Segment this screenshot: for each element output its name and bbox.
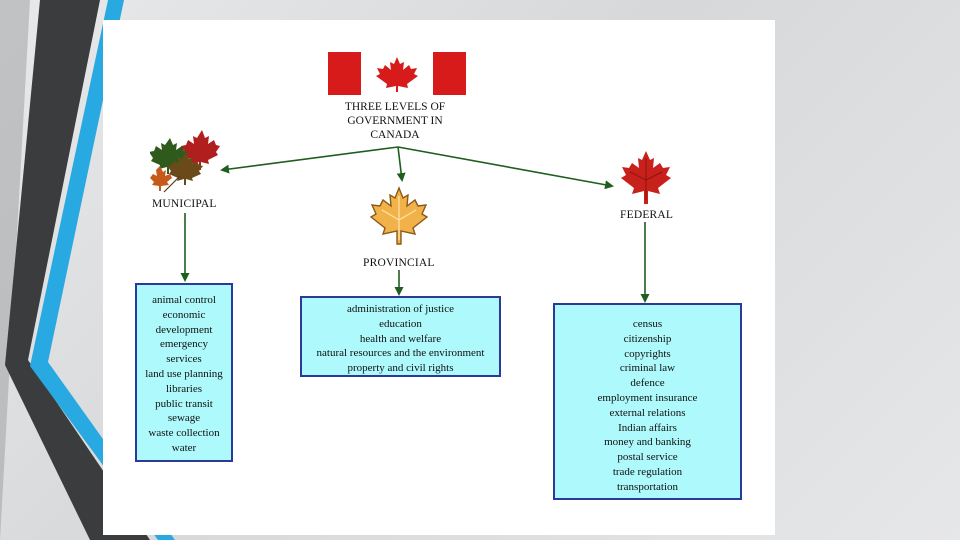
- flag-red-band-right: [433, 52, 466, 95]
- red-maple-leaf-icon: [618, 150, 674, 206]
- list-item: emergency: [159, 338, 209, 351]
- list-item: citizenship: [623, 332, 672, 345]
- list-item: animal control: [152, 294, 216, 306]
- provincial-responsibilities-box: [300, 296, 501, 377]
- municipal-responsibilities-box: [135, 283, 233, 462]
- title-line-2: GOVERNMENT IN: [347, 115, 443, 127]
- list-item: census: [632, 318, 663, 330]
- flag-red-band-left: [328, 52, 361, 95]
- list-item: Indian affairs: [618, 421, 677, 434]
- list-item: money and banking: [604, 436, 691, 449]
- list-item: services: [166, 353, 202, 366]
- federal-label: FEDERAL: [620, 209, 674, 221]
- gold-maple-leaf-icon: [368, 186, 430, 248]
- list-item: health and welfare: [359, 332, 442, 345]
- canada-flag-icon: [328, 52, 466, 95]
- list-item: copyrights: [624, 347, 671, 360]
- list-item: criminal law: [619, 362, 676, 375]
- list-item: postal service: [617, 451, 678, 464]
- list-item: trade regulation: [612, 465, 683, 478]
- federal-responsibilities-box: [553, 303, 742, 500]
- list-item: economic: [162, 308, 206, 321]
- arrow-to-municipal: [222, 147, 398, 170]
- list-item: natural resources and the environment: [316, 347, 485, 360]
- list-item: sewage: [167, 412, 201, 425]
- list-item: employment insurance: [597, 391, 698, 404]
- list-item: external relations: [609, 406, 686, 419]
- list-item: water: [171, 441, 197, 454]
- list-item: public transit: [155, 397, 213, 410]
- list-item: libraries: [165, 382, 203, 395]
- list-item: transportation: [616, 480, 679, 493]
- diagram-title: [320, 100, 470, 142]
- list-item: education: [379, 317, 422, 330]
- arrow-to-federal: [398, 147, 612, 186]
- provincial-label: PROVINCIAL: [363, 257, 435, 269]
- list-item: waste collection: [148, 427, 220, 440]
- title-line-1: THREE LEVELS OF: [344, 101, 446, 113]
- list-item: land use planning: [145, 367, 223, 380]
- municipal-label: MUNICIPAL: [152, 198, 217, 210]
- flag-maple-leaf-icon: [374, 56, 420, 92]
- list-item: defence: [630, 377, 665, 390]
- list-item: development: [155, 323, 213, 336]
- list-item: property and civil rights: [347, 362, 454, 375]
- maple-leaves-cluster-icon: [150, 128, 222, 194]
- arrow-to-provincial: [398, 147, 402, 180]
- title-line-3: CANADA: [370, 129, 420, 141]
- list-item: administration of justice: [347, 303, 454, 315]
